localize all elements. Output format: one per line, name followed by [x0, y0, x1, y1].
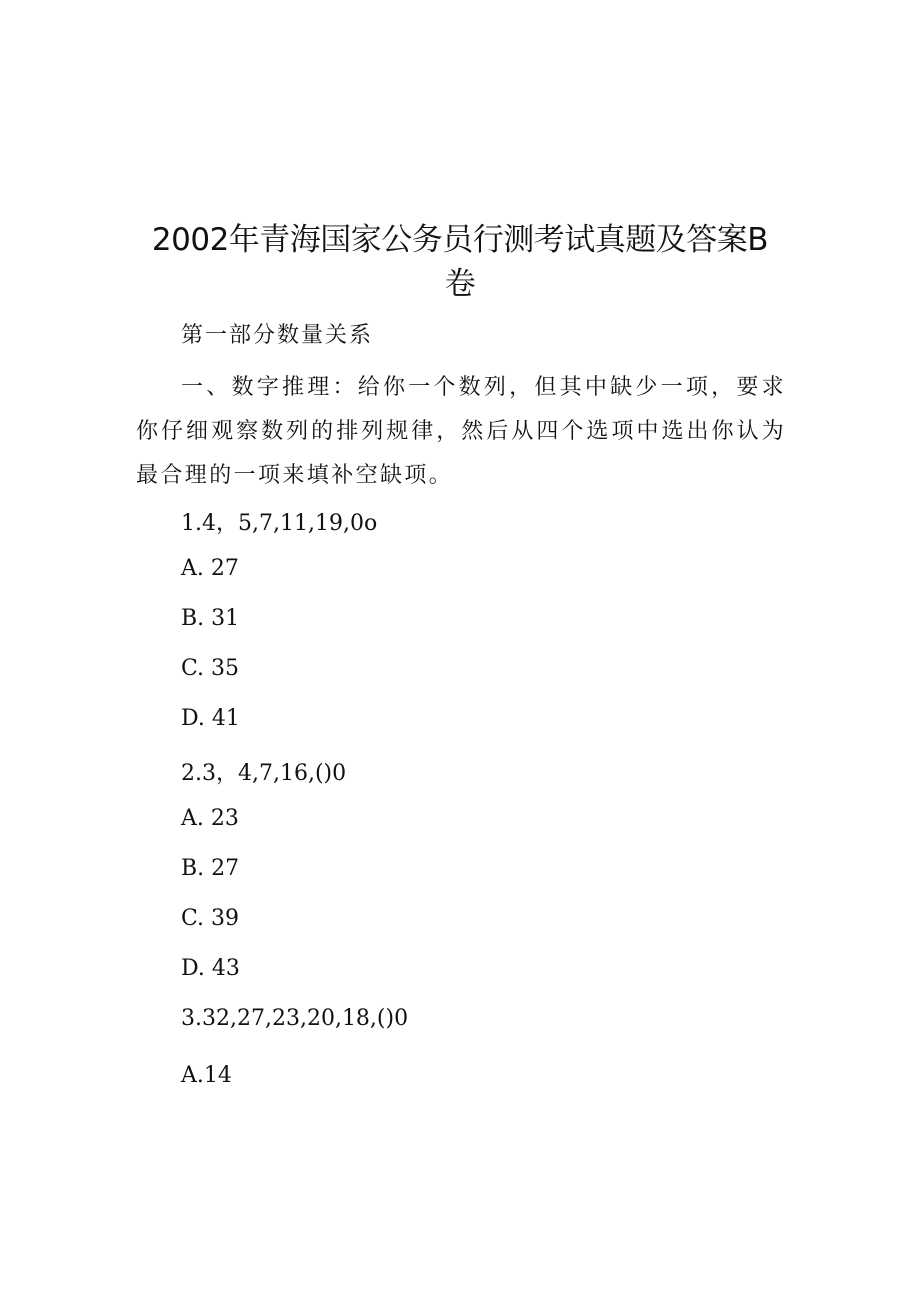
question-1-option-b: B. 31 — [181, 606, 240, 631]
question-2-option-d: D. 43 — [181, 956, 240, 981]
question-3-stem: 3.32,27,23,20,18,()0 — [181, 1006, 409, 1031]
question-1-option-c: C. 35 — [181, 656, 240, 681]
question-1-option-d: D. 41 — [181, 706, 240, 731]
question-1-option-a: A. 27 — [181, 556, 239, 581]
question-2-stem: 2.3，4,7,16,()0 — [181, 761, 347, 786]
section-heading: 第一部分数量关系 — [181, 323, 374, 348]
document-title: 2002年青海国家公务员行测考试真题及答案B卷 — [151, 222, 769, 302]
question-2-option-a: A. 23 — [181, 806, 239, 831]
question-1-stem: 1.4，5,7,11,19,0o — [181, 511, 378, 536]
question-2-option-b: B. 27 — [181, 856, 240, 881]
instructions-paragraph: 一、数字推理：给你一个数列，但其中缺少一项，要求你仔细观察数列的排列规律，然后从四个选项中选出你认为最合理的一项来填补空缺项。 — [136, 375, 786, 488]
question-2-option-c: C. 39 — [181, 906, 240, 931]
question-3-option-a: A.14 — [181, 1063, 232, 1088]
